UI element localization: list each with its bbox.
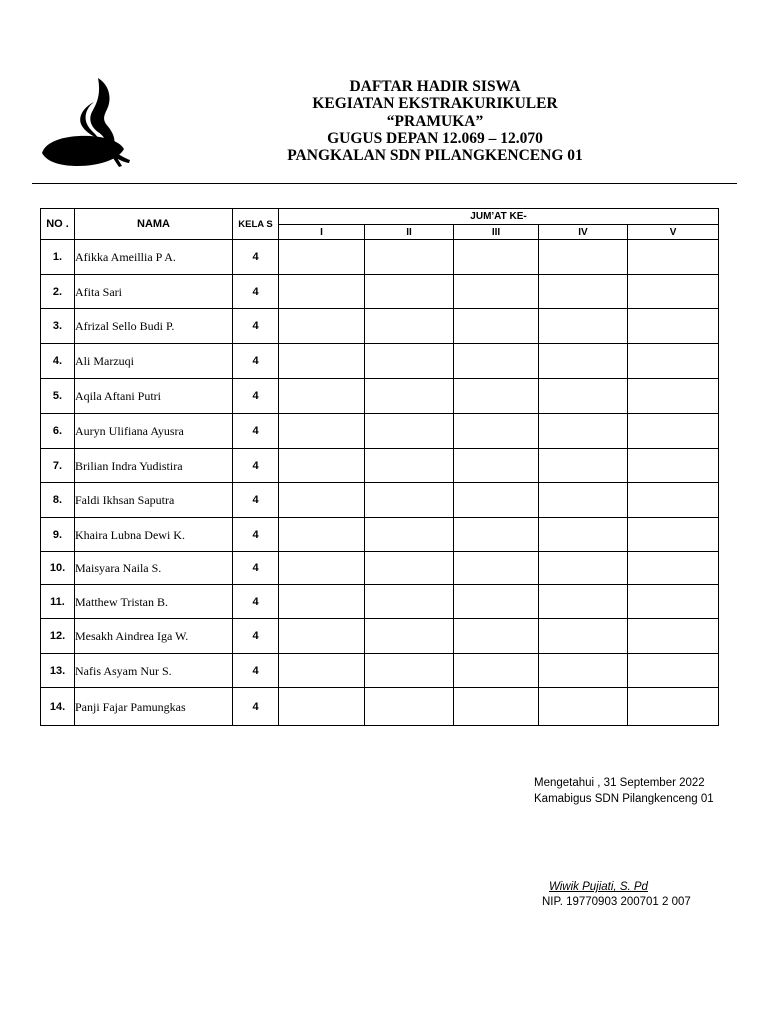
attendance-cell xyxy=(454,654,539,688)
student-class: 4 xyxy=(233,654,279,688)
attendance-cell xyxy=(628,654,719,688)
attendance-cell xyxy=(454,275,539,309)
attendance-cell xyxy=(279,414,365,449)
signer-nip: NIP. 19770903 200701 2 007 xyxy=(542,896,691,908)
attendance-cell xyxy=(365,275,454,309)
header-subtitle: KEGIATAN EKSTRAKURIKULER xyxy=(312,95,558,113)
signer-name: Wiwik Pujiati, S. Pd xyxy=(549,881,648,893)
attendance-cell xyxy=(454,414,539,449)
attendance-cell xyxy=(365,619,454,654)
attendance-cell xyxy=(539,518,628,552)
attendance-cell xyxy=(539,240,628,275)
row-number: 2. xyxy=(41,275,75,309)
attendance-cell xyxy=(365,344,454,379)
row-number: 13. xyxy=(41,654,75,688)
row-number: 7. xyxy=(41,449,75,483)
attendance-cell xyxy=(628,552,719,585)
attendance-cell xyxy=(539,483,628,518)
approval-date: Mengetahui , 31 September 2022 xyxy=(534,777,705,789)
signer-name-block xyxy=(549,879,648,895)
student-name: Matthew Tristan B. xyxy=(75,585,233,619)
header-kelas: KELA S xyxy=(233,209,279,240)
header-pangkalan: PANGKALAN SDN PILANGKENCENG 01 xyxy=(287,147,583,165)
attendance-cell xyxy=(539,688,628,726)
attendance-cell xyxy=(539,309,628,344)
attendance-cell xyxy=(454,344,539,379)
approval-position: Kamabigus SDN Pilangkenceng 01 xyxy=(534,793,714,805)
attendance-cell xyxy=(628,275,719,309)
attendance-cell xyxy=(365,309,454,344)
attendance-cell xyxy=(539,379,628,414)
attendance-cell xyxy=(365,379,454,414)
attendance-cell xyxy=(365,483,454,518)
attendance-cell xyxy=(365,654,454,688)
student-class: 4 xyxy=(233,688,279,726)
attendance-cell xyxy=(279,585,365,619)
table-row xyxy=(41,619,719,654)
attendance-cell xyxy=(365,414,454,449)
table-row xyxy=(41,483,719,518)
attendance-table xyxy=(40,208,719,726)
attendance-cell xyxy=(628,688,719,726)
attendance-cell xyxy=(279,240,365,275)
table-row xyxy=(41,585,719,619)
attendance-cell xyxy=(539,654,628,688)
table-row xyxy=(41,309,719,344)
row-number: 10. xyxy=(41,552,75,585)
document-header xyxy=(230,78,640,164)
attendance-body xyxy=(41,240,719,726)
attendance-cell xyxy=(628,414,719,449)
attendance-cell xyxy=(365,688,454,726)
row-number: 8. xyxy=(41,483,75,518)
header-no: NO . xyxy=(41,209,75,240)
attendance-cell xyxy=(279,619,365,654)
attendance-cell xyxy=(454,619,539,654)
signer-nip-block xyxy=(542,894,691,910)
student-name: Maisyara Naila S. xyxy=(75,552,233,585)
attendance-cell xyxy=(279,552,365,585)
student-name: Khaira Lubna Dewi K. xyxy=(75,518,233,552)
attendance-cell xyxy=(279,344,365,379)
attendance-cell xyxy=(628,449,719,483)
student-class: 4 xyxy=(233,619,279,654)
attendance-cell xyxy=(454,240,539,275)
header-week: II xyxy=(365,225,454,240)
student-name: Faldi Ikhsan Saputra xyxy=(75,483,233,518)
student-name: Nafis Asyam Nur S. xyxy=(75,654,233,688)
student-class: 4 xyxy=(233,309,279,344)
student-name: Aqila Aftani Putri xyxy=(75,379,233,414)
attendance-cell xyxy=(279,654,365,688)
row-number: 1. xyxy=(41,240,75,275)
student-class: 4 xyxy=(233,344,279,379)
row-number: 12. xyxy=(41,619,75,654)
header-week: IV xyxy=(539,225,628,240)
attendance-cell xyxy=(365,449,454,483)
student-name: Panji Fajar Pamungkas xyxy=(75,688,233,726)
student-name: Mesakh Aindrea Iga W. xyxy=(75,619,233,654)
attendance-cell xyxy=(628,309,719,344)
table-row xyxy=(41,275,719,309)
table-row xyxy=(41,344,719,379)
header-activity: “PRAMUKA” xyxy=(386,112,484,130)
row-number: 14. xyxy=(41,688,75,726)
attendance-cell xyxy=(279,309,365,344)
attendance-cell xyxy=(539,619,628,654)
header-jumat: JUM’AT KE- xyxy=(279,209,719,225)
header-nama: NAMA xyxy=(75,209,233,240)
row-number: 6. xyxy=(41,414,75,449)
attendance-cell xyxy=(539,585,628,619)
student-class: 4 xyxy=(233,585,279,619)
student-name: Auryn Ulifiana Ayusra xyxy=(75,414,233,449)
row-number: 9. xyxy=(41,518,75,552)
attendance-cell xyxy=(628,483,719,518)
row-number: 11. xyxy=(41,585,75,619)
table-row xyxy=(41,654,719,688)
attendance-cell xyxy=(454,309,539,344)
attendance-cell xyxy=(365,240,454,275)
row-number: 3. xyxy=(41,309,75,344)
tunas-kelapa-logo xyxy=(38,74,134,170)
student-name: Afikka Ameillia P A. xyxy=(75,240,233,275)
attendance-cell xyxy=(279,688,365,726)
table-row xyxy=(41,688,719,726)
attendance-cell xyxy=(539,275,628,309)
student-class: 4 xyxy=(233,552,279,585)
student-class: 4 xyxy=(233,483,279,518)
attendance-cell xyxy=(454,379,539,414)
table-row xyxy=(41,518,719,552)
approval-block xyxy=(534,775,714,807)
student-class: 4 xyxy=(233,240,279,275)
attendance-cell xyxy=(365,518,454,552)
attendance-cell xyxy=(365,552,454,585)
student-name: Afita Sari xyxy=(75,275,233,309)
attendance-cell xyxy=(539,344,628,379)
row-number: 4. xyxy=(41,344,75,379)
student-name: Ali Marzuqi xyxy=(75,344,233,379)
student-class: 4 xyxy=(233,379,279,414)
attendance-cell xyxy=(539,552,628,585)
header-week: I xyxy=(279,225,365,240)
attendance-cell xyxy=(454,483,539,518)
attendance-cell xyxy=(454,688,539,726)
table-row xyxy=(41,449,719,483)
attendance-cell xyxy=(628,619,719,654)
attendance-cell xyxy=(628,585,719,619)
student-class: 4 xyxy=(233,449,279,483)
table-row xyxy=(41,240,719,275)
student-class: 4 xyxy=(233,518,279,552)
row-number: 5. xyxy=(41,379,75,414)
attendance-cell xyxy=(279,449,365,483)
table-row xyxy=(41,379,719,414)
attendance-cell xyxy=(279,483,365,518)
attendance-cell xyxy=(454,518,539,552)
header-week: V xyxy=(628,225,719,240)
student-name: Brilian Indra Yudistira xyxy=(75,449,233,483)
attendance-cell xyxy=(279,518,365,552)
header-gugus: GUGUS DEPAN 12.069 – 12.070 xyxy=(327,129,543,147)
attendance-cell xyxy=(628,518,719,552)
attendance-cell xyxy=(539,414,628,449)
header-week: III xyxy=(454,225,539,240)
attendance-cell xyxy=(454,585,539,619)
attendance-cell xyxy=(279,275,365,309)
student-name: Afrizal Sello Budi P. xyxy=(75,309,233,344)
attendance-cell xyxy=(279,379,365,414)
attendance-cell xyxy=(365,585,454,619)
attendance-cell xyxy=(628,344,719,379)
student-class: 4 xyxy=(233,275,279,309)
student-class: 4 xyxy=(233,414,279,449)
attendance-cell xyxy=(628,379,719,414)
attendance-cell xyxy=(454,552,539,585)
attendance-cell xyxy=(539,449,628,483)
table-row xyxy=(41,552,719,585)
header-title: DAFTAR HADIR SISWA xyxy=(349,78,521,95)
attendance-cell xyxy=(628,240,719,275)
header-divider xyxy=(32,183,737,184)
attendance-cell xyxy=(454,449,539,483)
table-row xyxy=(41,414,719,449)
